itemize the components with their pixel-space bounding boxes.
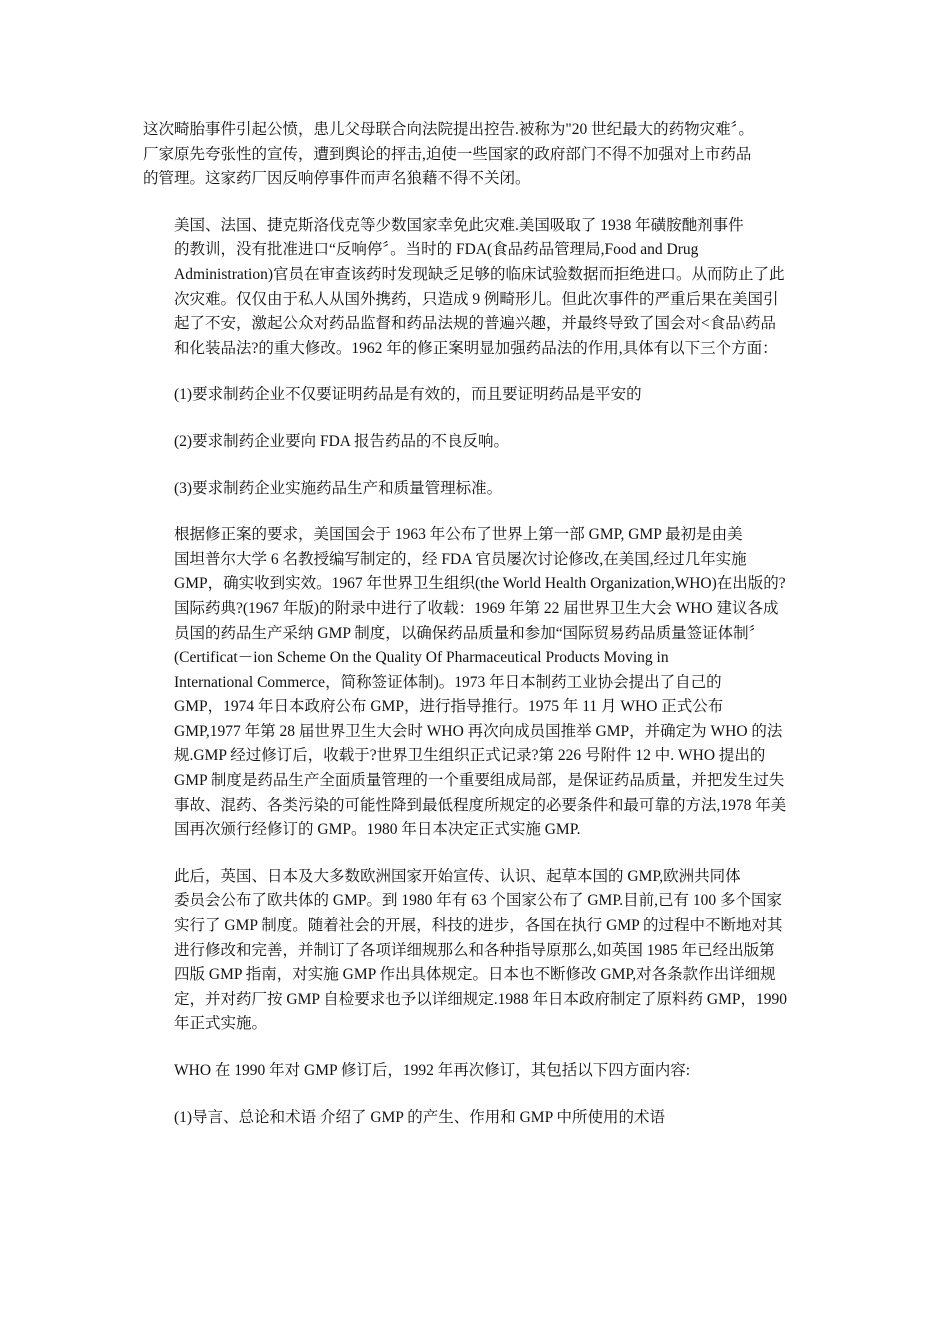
- text-line: 此后，英国、日本及大多数欧洲国家开始宣传、认识、起草本国的 GMP,欧洲共同体: [174, 867, 741, 885]
- text-line: 规.GMP 经过修订后，收载于?世界卫生组织正式记录?第 226 号附件 12 中. WHO 提出的: [174, 747, 766, 765]
- text-line: 委员会公布了欧共体的 GMP。到 1980 年有 63 个国家公布了 GMP.目前,已有 100 多个国家: [174, 892, 782, 910]
- text-line: 和化装品法?的重大修改。1962 年的修正案明显加强药品法的作用,具体有以下三个方面：: [174, 339, 778, 357]
- text-line: (1)导言、总论和术语 介绍了 GMP 的产生、作用和 GMP 中所使用的术语: [174, 1108, 665, 1126]
- text-line: 美国、法国、捷克斯洛伐克等少数国家幸免此灾难.美国吸取了 1938 年磺胺酏剂事件: [174, 216, 744, 234]
- text-line: 根据修正案的要求，美国国会于 1963 年公布了世界上第一部 GMP, GMP 最初是由美: [174, 526, 743, 544]
- text-line: (3)要求制药企业实施药品生产和质量管理标准。: [174, 479, 503, 497]
- list-item-requirement-1: [143, 383, 815, 408]
- list-item-who-content-1: [143, 1106, 815, 1131]
- text-line: GMP，确实收到实效。1967 年世界卫生组织(the World Health Organization,WHO)在出版的?: [174, 575, 786, 593]
- text-line: 的教训，没有批准进口“反响停〞。当时的 FDA(食品药品管理局,Food and Drug: [174, 241, 699, 259]
- text-line: 事故、混药、各类污染的可能性降到最低程度所规定的必要条件和最可靠的方法,1978 年美: [174, 796, 787, 814]
- text-line: 这次畸胎事件引起公愤，患儿父母联合向法院提出控告.被称为"20 世纪最大的药物灾难〞。: [143, 121, 754, 138]
- text-line: 四版 GMP 指南，对实施 GMP 作出具体规定。日本也不断修改 GMP,对各条款作出详细规: [174, 966, 776, 984]
- text-line: 国际药典?(1967 年版)的附录中进行了收载：1969 年第 22 届世界卫生大会 WHO 建议各成: [174, 599, 779, 617]
- text-line: International Commerce，简称签证体制)。1973 年日本制药工业协会提出了自己的: [174, 673, 722, 691]
- paragraph-who-revision: [143, 1059, 815, 1084]
- text-line: 定，并对药厂按 GMP 自检要求也予以详细规定.1988 年日本政府制定了原料药 GMP，1990: [174, 990, 787, 1008]
- text-line: 进行修改和完善，并制订了各项详细规那么和各种指导原那么,如英国 1985 年已经出版第: [174, 941, 775, 959]
- paragraph-thalidomide-aftermath: [143, 118, 815, 192]
- text-line: 年正式实施。: [174, 1015, 268, 1033]
- text-line: 国坦普尔大学 6 名教授编写制定的，经 FDA 官员屡次讨论修改,在美国,经过几年实施: [174, 550, 747, 568]
- text-line: GMP 制度是药品生产全面质量管理的一个重要组成局部，是保证药品质量，并把发生过失: [174, 772, 785, 790]
- text-line: GMP，1974 年日本政府公布 GMP，进行指导推行。1975 年 11 月 WHO 正式公布: [174, 698, 724, 716]
- paragraph-gmp-history: [143, 523, 815, 843]
- text-line: WHO 在 1990 年对 GMP 修订后，1992 年再次修订，其包括以下四方面内容:: [174, 1062, 691, 1079]
- text-line: Administration)官员在审查该药时发现缺乏足够的临床试验数据而拒绝进口。从而防止了此: [174, 265, 785, 283]
- paragraph-us-fda-response: [143, 214, 815, 362]
- paragraph-gmp-global-adoption: [143, 865, 815, 1037]
- list-item-requirement-3: [143, 477, 815, 502]
- text-line: (1)要求制药企业不仅要证明药品是有效的，而且要证明药品是平安的: [174, 386, 642, 404]
- text-line: 厂家原先夸张性的宣传，遭到舆论的抨击,迫使一些国家的政府部门不得不加强对上市药品: [143, 145, 752, 163]
- text-line: 实行了 GMP 制度。随着社会的开展，科技的进步，各国在执行 GMP 的过程中不断地对其: [174, 917, 783, 935]
- text-line: 次灾难。仅仅由于私人从国外携药，只造成 9 例畸形儿。但此次事件的严重后果在美国引: [174, 290, 779, 308]
- text-line: 员国的药品生产采纳 GMP 制度，以确保药品质量和参加“国际贸易药品质量签证体制〞: [174, 624, 765, 642]
- list-item-requirement-2: [143, 430, 815, 455]
- document-page: [143, 118, 815, 1152]
- text-line: (Certificat－ion Scheme On the Quality Of Pharmaceutical Products Moving in: [174, 649, 669, 667]
- text-line: 的管理。这家药厂因反响停事件而声名狼藉不得不关闭。: [143, 170, 531, 188]
- text-line: 国再次颁行经修订的 GMP。1980 年日本决定正式实施 GMP.: [174, 821, 581, 839]
- text-line: GMP,1977 年第 28 届世界卫生大会时 WHO 再次向成员国推举 GMP，并确定为 WHO 的法: [174, 722, 783, 740]
- text-line: (2)要求制药企业要向 FDA 报告药品的不良反响。: [174, 432, 509, 450]
- text-line: 起了不安，激起公众对药品监督和药品法规的普遍兴趣，并最终导致了国会对<食品\药品: [174, 315, 777, 333]
